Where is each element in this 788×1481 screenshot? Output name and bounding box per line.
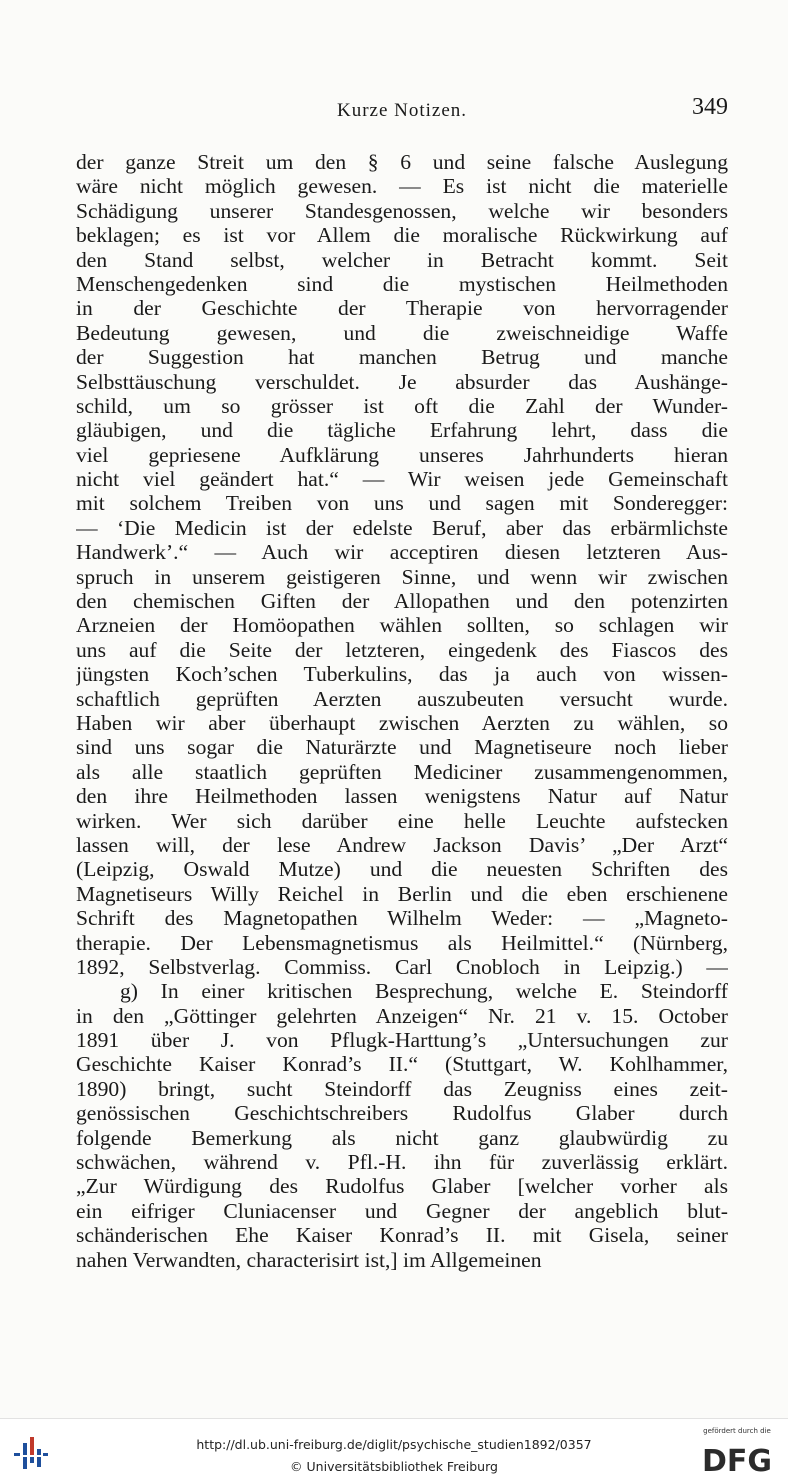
text-line: in der Geschichte der Therapie von hervorragender	[76, 296, 728, 321]
text-line: lassen will, der lese Andrew Jackson Davis’ „Der Arzt“	[76, 832, 728, 857]
text-line: mit solchem Treiben von uns und sagen mit Sonderegger:	[76, 491, 728, 516]
text-line: genössischen Geschichtschreibers Rudolfus Glaber durch	[76, 1101, 728, 1126]
dfg-tagline: gefördert durch die	[703, 1427, 771, 1435]
text-line: jüngsten Koch’schen Tuberkulins, das ja auch von wissen-	[76, 662, 728, 687]
text-line: den Stand selbst, welcher in Betracht kommt. Seit	[76, 247, 728, 272]
text-line: folgende Bemerkung als nicht ganz glaubwürdig zu	[76, 1125, 728, 1150]
text-line: Bedeutung gewesen, und die zweischneidige Waffe	[76, 320, 728, 345]
text-line: schild, um so grösser ist oft die Zahl der Wunder-	[76, 393, 728, 418]
text-line: Arzneien der Homöopathen wählen sollten, so schlagen wir	[76, 613, 728, 638]
text-line: Haben wir aber überhaupt zwischen Aerzten zu wählen, so	[76, 710, 728, 735]
page-number: 349	[692, 94, 728, 120]
text-line: nicht viel geändert hat.“ — Wir weisen jede Gemeinschaft	[76, 467, 728, 492]
text-line: (Leipzig, Oswald Mutze) und die neuesten Schriften des	[76, 857, 728, 882]
text-line: den chemischen Giften der Allopathen und den potenzirten	[76, 589, 728, 614]
text-line: therapie. Der Lebensmagnetismus als Heilmittel.“ (Nürnberg,	[76, 930, 728, 955]
body-text	[76, 150, 728, 1272]
text-line: wirken. Wer sich darüber eine helle Leuchte aufstecken	[76, 808, 728, 833]
footer-bar	[0, 1418, 788, 1481]
text-line: Schrift des Magnetopathen Wilhelm Weder: — „Magneto-	[76, 906, 728, 931]
text-line: als alle staatlich geprüften Mediciner zusammengenommen,	[76, 759, 728, 784]
text-line: 1890) bringt, sucht Steindorff das Zeugniss eines zeit-	[76, 1076, 728, 1101]
text-line: schänderischen Ehe Kaiser Konrad’s II. mit Gisela, seiner	[76, 1223, 728, 1248]
text-line: „Zur Würdigung des Rudolfus Glaber [welcher vorher als	[76, 1174, 728, 1199]
text-line: in den „Göttinger gelehrten Anzeigen“ Nr. 21 v. 15. October	[76, 1003, 728, 1028]
text-line: Selbsttäuschung verschuldet. Je absurder das Aushänge-	[76, 369, 728, 394]
text-line: schaftlich geprüften Aerzten auszubeuten versucht wurde.	[76, 686, 728, 711]
text-line: 1892, Selbstverlag. Commiss. Carl Cnobloch in Leipzig.) —	[76, 954, 728, 979]
text-line: wäre nicht möglich gewesen. — Es ist nicht die materielle	[76, 174, 728, 199]
text-line: sind uns sogar die Naturärzte und Magnetiseure noch lieber	[76, 735, 728, 760]
text-line: der ganze Streit um den § 6 und seine falsche Auslegung	[76, 150, 728, 174]
text-line: Schädigung unserer Standesgenossen, welche wir besonders	[76, 198, 728, 223]
text-line: gläubigen, und die tägliche Erfahrung lehrt, dass die	[76, 418, 728, 443]
text-line: schwächen, während v. Pfl.-H. ihn für zuverlässig erklärt.	[76, 1150, 728, 1175]
text-line: Geschichte Kaiser Konrad’s II.“ (Stuttgart, W. Kohlhammer,	[76, 1052, 728, 1077]
running-head	[76, 94, 728, 134]
text-line: Menschengedenken sind die mystischen Heilmethoden	[76, 271, 728, 296]
dfg-logo-icon	[694, 1427, 780, 1475]
text-line: beklagen; es ist vor Allem die moralische Rückwirkung auf	[76, 223, 728, 248]
text-line: Handwerk’.“ — Auch wir acceptiren diesen letzteren Aus-	[76, 540, 728, 565]
text-line: nahen Verwandten, characterisirt ist,] im Allgemeinen	[76, 1247, 542, 1272]
text-line: g) In einer kritischen Besprechung, welche E. Steindorff	[120, 979, 728, 1004]
text-line: — ‘Die Medicin ist der edelste Beruf, aber das erbärmlichste	[76, 515, 728, 540]
text-line: spruch in unserem geistigeren Sinne, und wenn wir zwischen	[76, 564, 728, 589]
text-line: den ihre Heilmethoden lassen wenigstens Natur auf Natur	[76, 784, 728, 809]
text-line: uns auf die Seite der letzteren, eingedenk des Fiascos des	[76, 637, 728, 662]
svg-text:DFG: DFG	[701, 1444, 773, 1475]
text-line: Magnetiseurs Willy Reichel in Berlin und die eben erschienene	[76, 881, 728, 906]
running-title: Kurze Notizen.	[336, 100, 468, 121]
text-line: 1891 über J. von Pflugk-Harttung’s „Untersuchungen zur	[76, 1028, 728, 1053]
footer-copyright: © Universitätsbibliothek Freiburg	[290, 1459, 498, 1474]
text-line: ein eifriger Cluniacenser und Gegner der angeblich blut-	[76, 1198, 728, 1223]
footer-url[interactable]: http://dl.ub.uni-freiburg.de/diglit/psychische_studien1892/0357	[196, 1437, 592, 1452]
text-line: viel gepriesene Aufklärung unseres Jahrhunderts hieran	[76, 442, 728, 467]
text-line: der Suggestion hat manchen Betrug und manche	[76, 345, 728, 370]
